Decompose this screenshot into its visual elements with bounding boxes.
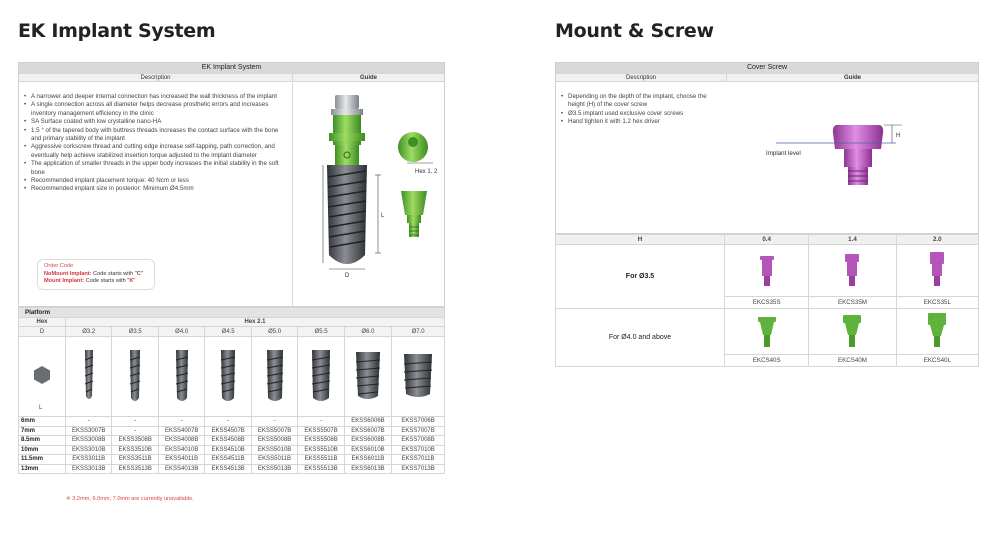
implant-icon <box>261 346 289 406</box>
implant-icon <box>306 346 336 406</box>
cover-screw-features-list <box>561 93 721 127</box>
guide-label-h: H <box>896 133 901 139</box>
cover-screw-icon <box>757 250 777 290</box>
product-code: EKSS5510B <box>298 445 344 455</box>
order-code-box <box>37 259 155 290</box>
product-code: EKSS6008B <box>344 436 391 446</box>
guide-label-l: L <box>381 213 385 219</box>
cover-screw-image-cell <box>896 245 978 297</box>
length-label: 13mm <box>19 464 66 474</box>
cover-screw-icon <box>756 311 778 351</box>
product-code: EKCS35S <box>725 297 809 309</box>
product-code: - <box>112 417 158 427</box>
product-code: EKSS5513B <box>298 464 344 474</box>
product-code: EKSS5011B <box>251 455 297 465</box>
table-row <box>19 455 445 465</box>
product-code: EKSS6007B <box>344 426 391 436</box>
implant-icon <box>79 346 99 406</box>
length-label: 8.5mm <box>19 436 66 446</box>
length-label: 11.5mm <box>19 455 66 465</box>
length-label: 6mm <box>19 417 66 427</box>
diameter-header: Ø6.0 <box>344 327 391 337</box>
col-guide: Guide <box>726 74 978 81</box>
implant-image-cell <box>158 337 204 417</box>
length-label: 10mm <box>19 445 66 455</box>
cover-screw-icon <box>841 311 863 351</box>
product-code: EKSS4007B <box>158 426 204 436</box>
implant-image-cell <box>66 337 112 417</box>
d-col-label: D <box>19 327 66 337</box>
product-code: EKSS3008B <box>66 436 112 446</box>
order-code-title: Order Code <box>44 263 74 269</box>
product-code: EKSS7006B <box>392 417 445 427</box>
page-title-mount-screw: Mount & Screw <box>555 20 714 42</box>
product-code: EKSS5508B <box>298 436 344 446</box>
implant-icon <box>215 346 241 406</box>
col-guide: Guide <box>292 74 444 81</box>
table-row <box>19 464 445 474</box>
cover-screw-panel <box>555 62 979 234</box>
product-code: EKCS35L <box>896 297 978 309</box>
product-code: - <box>251 417 297 427</box>
implant-system-header: EK Implant System <box>19 63 444 73</box>
diameter-header: Ø7.0 <box>392 327 445 337</box>
platform-header: Platform <box>19 308 445 318</box>
product-code: EKSS5511B <box>298 455 344 465</box>
product-code: EKSS4508B <box>205 436 251 446</box>
feature-item: • The application of smaller threads in the upper body increases the initial stability in the soft bone <box>24 160 286 177</box>
table-row <box>19 445 445 455</box>
product-code: EKSS3010B <box>66 445 112 455</box>
product-code: EKSS7013B <box>392 464 445 474</box>
product-code: EKSS7007B <box>392 426 445 436</box>
product-code: - <box>66 417 112 427</box>
product-code: EKCS40M <box>809 355 896 367</box>
product-code: EKSS3510B <box>112 445 158 455</box>
implant-image-cell <box>298 337 344 417</box>
feature-item: • Aggressive corkscrew thread and cutting edge increase self-tapping, path correction, and eventually help achieve stabilized insertion torque adjusted to the implant diameter <box>24 143 286 160</box>
order-no-mount: NoMount Implant: Code starts with "C" <box>44 270 143 277</box>
cover-screw-icon <box>927 250 947 290</box>
implant-image-cell <box>344 337 391 417</box>
product-code: - <box>205 417 251 427</box>
h-col-label: H <box>556 235 725 245</box>
feature-item: • Depending on the depth of the implant, choose the height (H) of the cover screw <box>561 93 721 110</box>
feature-item: • Hand tighten it with 1.2 hex driver <box>561 118 721 126</box>
page-title-implant-system: EK Implant System <box>18 20 216 42</box>
product-code: EKSS4507B <box>205 426 251 436</box>
l-col-label: L <box>39 405 43 411</box>
product-code: EKSS4011B <box>158 455 204 465</box>
implant-icon <box>399 346 437 406</box>
product-code: EKSS4511B <box>205 455 251 465</box>
product-code: EKSS3007B <box>66 426 112 436</box>
cover-screw-image-cell <box>725 245 809 297</box>
product-code: - <box>158 417 204 427</box>
feature-item: • Ø3.5 implant used exclusive cover screws <box>561 110 721 118</box>
cover-screw-image-cell <box>809 309 896 355</box>
guide-label-implant-level: Implant level <box>766 150 801 157</box>
product-code: EKSS3513B <box>112 464 158 474</box>
product-code: EKSS7010B <box>392 445 445 455</box>
product-code: - <box>298 417 344 427</box>
cover-screw-image-cell <box>809 245 896 297</box>
product-code: EKSS4510B <box>205 445 251 455</box>
product-code: EKSS7011B <box>392 455 445 465</box>
guide-label-hex: Hex 1. 2 <box>415 169 438 175</box>
guide-divider <box>292 83 293 306</box>
implant-image-cell <box>392 337 445 417</box>
diameter-header: Ø4.0 <box>158 327 204 337</box>
height-header: 0.4 <box>725 235 809 245</box>
hex-icon <box>32 365 52 385</box>
guide-label-d: D <box>345 273 350 279</box>
implant-icon <box>170 346 194 406</box>
product-code: EKSS6011B <box>344 455 391 465</box>
implant-icon <box>124 346 146 406</box>
feature-item: • SA Surface coated with low crystalline nano-HA <box>24 118 286 126</box>
product-code: EKSS5507B <box>298 426 344 436</box>
product-code: EKSS4008B <box>158 436 204 446</box>
cover-screw-icon <box>842 250 862 290</box>
feature-item: • Recommended implant placement torque: 40 Ncm or less <box>24 177 286 185</box>
implant-image-cell <box>205 337 251 417</box>
table-row <box>19 417 445 427</box>
diameter-header: Ø3.5 <box>112 327 158 337</box>
product-code: EKSS3013B <box>66 464 112 474</box>
feature-item: • Recommended implant size in posterior: Minimum Ø4.5mm <box>24 185 286 193</box>
cover-screw-table <box>555 234 979 367</box>
diameter-header: Ø3.2 <box>66 327 112 337</box>
hex-value: Hex 2.1 <box>66 318 445 327</box>
product-code: EKSS5007B <box>251 426 297 436</box>
product-code: EKSS7008B <box>392 436 445 446</box>
col-description: Description <box>625 75 656 81</box>
row-label-40: For Ø4.0 and above <box>556 309 725 367</box>
product-code: EKCS35M <box>809 297 896 309</box>
product-code: EKSS4010B <box>158 445 204 455</box>
product-code: EKSS4513B <box>205 464 251 474</box>
cover-screw-subheader <box>556 73 978 82</box>
implant-system-panel <box>18 62 445 307</box>
implant-guide-illustration <box>295 85 443 305</box>
product-code: EKSS6010B <box>344 445 391 455</box>
table-row <box>19 436 445 446</box>
product-code: EKSS3011B <box>66 455 112 465</box>
diameter-header: Ø5.0 <box>251 327 297 337</box>
product-code: EKSS5010B <box>251 445 297 455</box>
product-code: EKCS40L <box>896 355 978 367</box>
product-code: EKSS5013B <box>251 464 297 474</box>
length-label: 7mm <box>19 426 66 436</box>
product-code: EKSS5008B <box>251 436 297 446</box>
product-code: EKSS3508B <box>112 436 158 446</box>
col-description: Description <box>140 75 171 81</box>
feature-item: • 1.5 ° of the tapered body with buttress threads increases the contact surface with the bone and primary stability of the implant <box>24 127 286 144</box>
height-header: 1.4 <box>809 235 896 245</box>
cover-screw-image-cell <box>896 309 978 355</box>
platform-table <box>18 307 445 474</box>
cover-screw-image-cell <box>725 309 809 355</box>
cover-screw-icon <box>926 311 948 351</box>
feature-item: • A narrower and deeper internal connection has increased the wall thickness of the implant <box>24 93 286 101</box>
implant-icon <box>351 346 385 406</box>
row-label-35: For Ø3.5 <box>556 245 725 309</box>
product-code: EKSS6006B <box>344 417 391 427</box>
diameter-header: Ø4.5 <box>205 327 251 337</box>
diameter-header: Ø5.5 <box>298 327 344 337</box>
table-row <box>19 426 445 436</box>
implant-image-cell <box>251 337 297 417</box>
cover-screw-header: Cover Screw <box>556 63 978 73</box>
implant-image-cell <box>112 337 158 417</box>
cover-screw-guide-illustration <box>756 87 916 207</box>
product-code: - <box>112 426 158 436</box>
product-code: EKSS6013B <box>344 464 391 474</box>
availability-note: ※ 3.2mm, 6.0mm, 7.0mm are currently unavailable. <box>66 496 194 502</box>
implant-features-list <box>24 93 286 194</box>
product-code: EKSS4013B <box>158 464 204 474</box>
product-code: EKCS40S <box>725 355 809 367</box>
implant-system-subheader <box>19 73 444 82</box>
height-header: 2.0 <box>896 235 978 245</box>
hex-col-label: Hex <box>19 318 66 327</box>
feature-item: • A single connection across all diameter helps decrease prosthetic errors and increases inventory management efficiency in the clinic <box>24 101 286 118</box>
hex-profile-cell <box>19 337 66 417</box>
order-mount: Mount Implant: Code starts with "K" <box>44 278 136 285</box>
product-code: EKSS3511B <box>112 455 158 465</box>
